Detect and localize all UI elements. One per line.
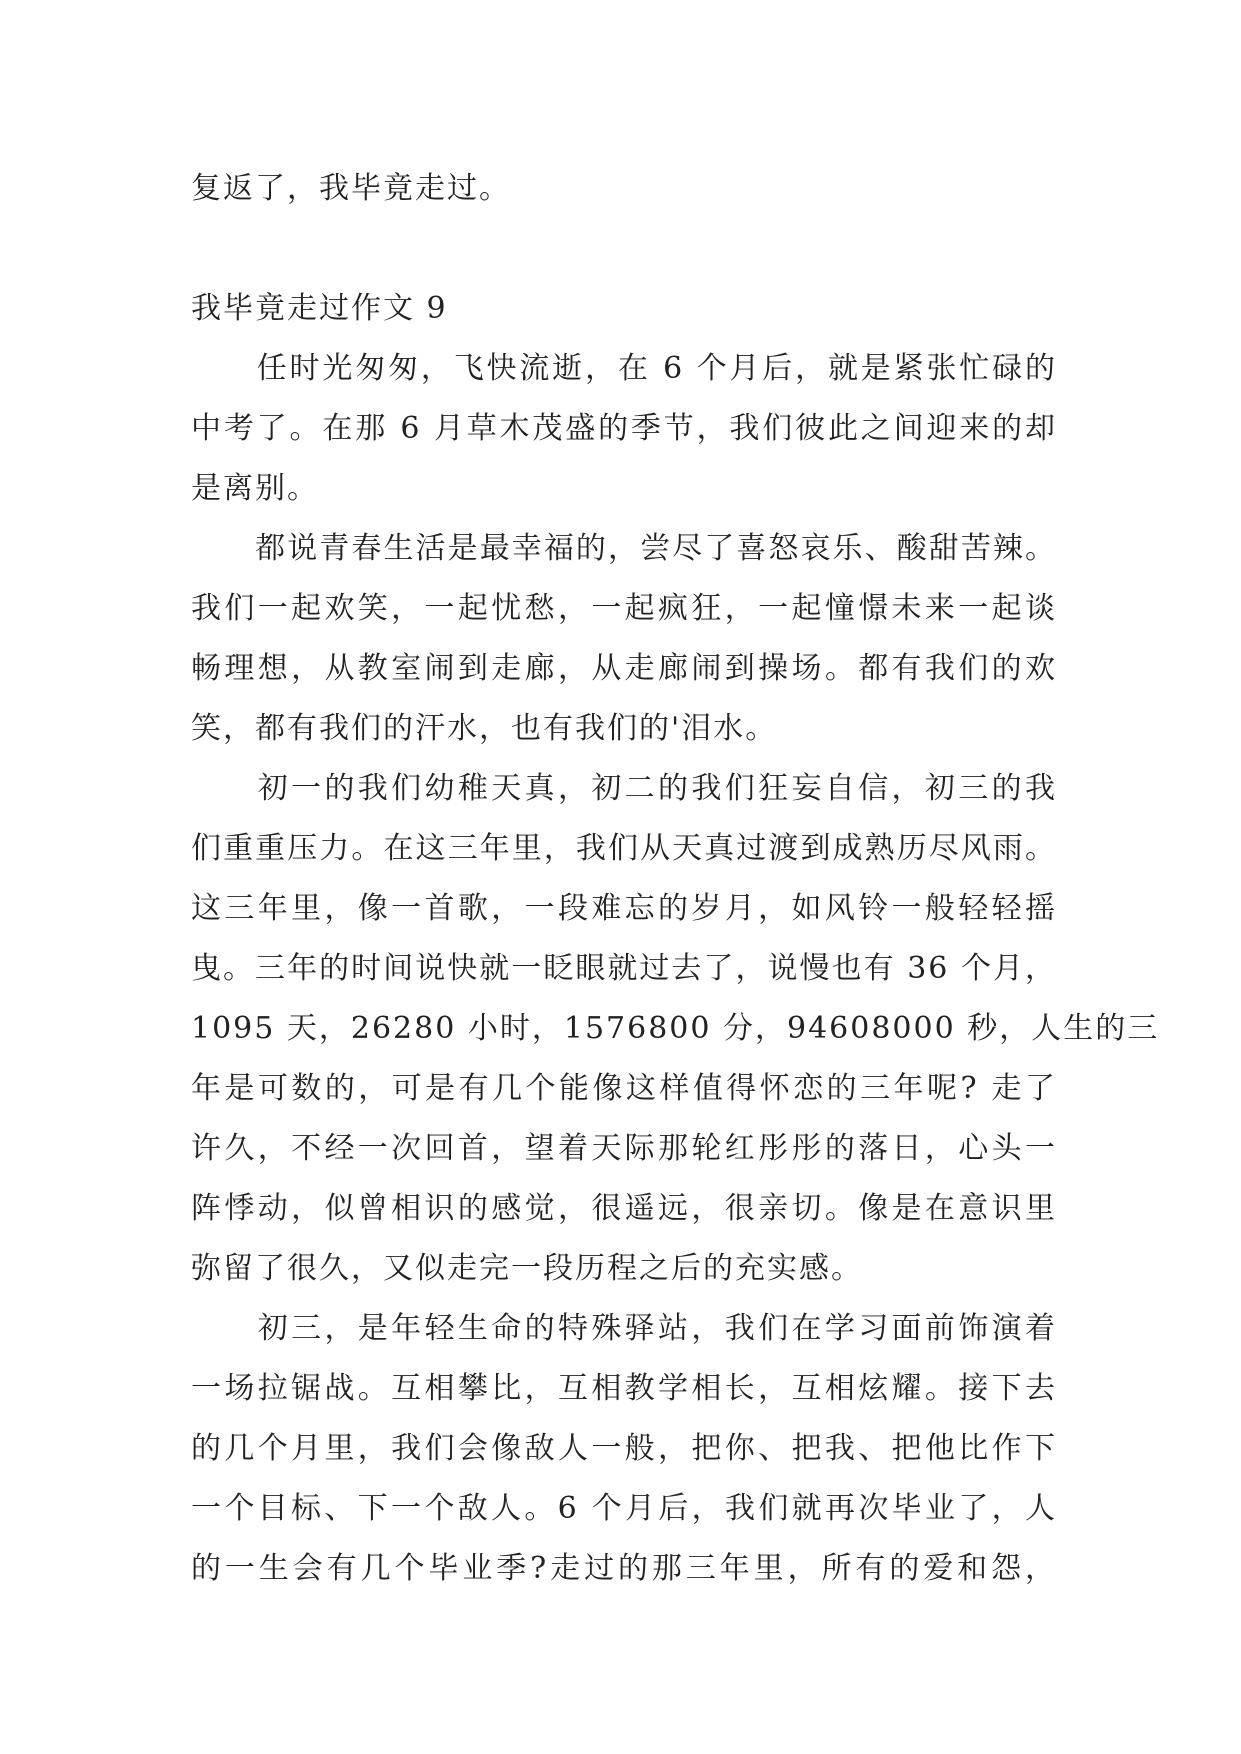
paragraph-1 [191,339,1057,519]
text-line: 畅理想，从教室闹到走廊，从走廊闹到操场。都有我们的欢 [191,651,1057,686]
text-line: 都说青春生活是最幸福的，尝尽了喜怒哀乐、酸甜苦辣。 [191,531,1057,566]
paragraph-3 [191,759,1160,1299]
text-line: 们重重压力。在这三年里，我们从天真过渡到成熟历尽风雨。 [191,831,1057,866]
text-line: 初一的我们幼稚天真，初二的我们狂妄自信，初三的我 [191,771,1057,806]
text-line: 中考了。在那 6 月草木茂盛的季节，我们彼此之间迎来的却 [191,411,1057,446]
text-line: 曳。三年的时间说快就一眨眼就过去了，说慢也有 36 个月， [191,951,1057,986]
text-line: 我们一起欢笑，一起忧愁，一起疯狂，一起憧憬未来一起谈 [191,591,1057,626]
text-line: 这三年里，像一首歌，一段难忘的岁月，如风铃一般轻轻摇 [191,891,1057,926]
text-line: 任时光匆匆，飞快流逝，在 6 个月后，就是紧张忙碌的 [191,351,1057,386]
text-line: 许久，不经一次回首，望着天际那轮红彤彤的落日，心头一 [191,1131,1057,1166]
text-line: 年是可数的，可是有几个能像这样值得怀恋的三年呢? 走了 [191,1071,1057,1106]
text-line: 初三，是年轻生命的特殊驿站，我们在学习面前饰演着 [191,1311,1057,1346]
section-heading: 我毕竟走过作文 9 [191,291,448,326]
text-line: 是离别。 [191,471,319,506]
paragraph-4 [191,1299,1057,1599]
paragraph-2 [191,519,1057,759]
text-line: 弥留了很久，又似走完一段历程之后的充实感。 [191,1251,863,1286]
blank-line [191,219,1057,279]
text-line: 1095 天，26280 小时，1576800 分，94608000 秒，人生的三 [191,1011,1160,1046]
intro-line: 复返了，我毕竟走过。 [191,171,511,206]
text-line: 一个目标、下一个敌人。6 个月后，我们就再次毕业了，人 [191,1491,1057,1526]
document-body [191,159,1160,1599]
text-line: 的一生会有几个毕业季?走过的那三年里，所有的爱和怨， [191,1551,1057,1586]
text-line: 阵悸动，似曾相识的感觉，很遥远，很亲切。像是在意识里 [191,1191,1057,1226]
text-line: 笑，都有我们的汗水，也有我们的'泪水。 [191,711,778,746]
text-line: 的几个月里，我们会像敌人一般，把你、把我、把他比作下 [191,1431,1057,1466]
text-line: 一场拉锯战。互相攀比，互相教学相长，互相炫耀。接下去 [191,1371,1057,1406]
